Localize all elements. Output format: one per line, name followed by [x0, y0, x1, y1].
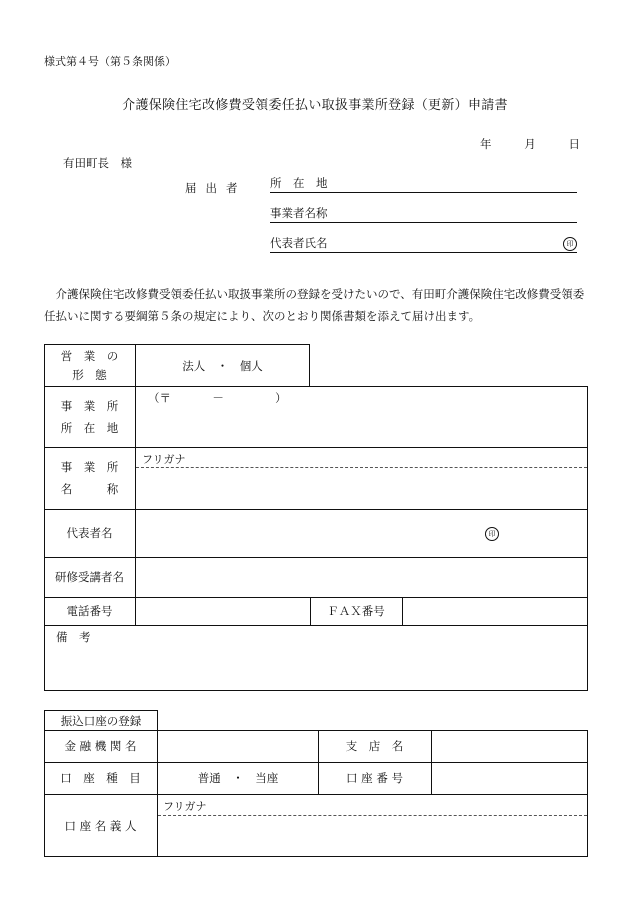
fax-input[interactable]	[403, 598, 587, 624]
representative-label: 代表者名	[66, 526, 113, 540]
addressee: 有田町長 様	[63, 156, 132, 170]
applicant-address-label: 所 在 地	[270, 176, 328, 190]
office-address-input[interactable]	[136, 405, 587, 446]
phone-input[interactable]	[136, 598, 309, 624]
applicant-representative-label: 代表者氏名	[270, 236, 328, 250]
seal-icon: 印	[485, 527, 499, 541]
applicant-address-field[interactable]	[270, 176, 577, 193]
trainee-input[interactable]	[136, 558, 587, 596]
account-type-options[interactable]: 普通 ・ 当座	[197, 771, 279, 785]
account-number-input[interactable]	[432, 763, 587, 793]
business-type-options[interactable]: 法人 ・ 個人	[182, 358, 263, 373]
applicant-representative-field[interactable]	[270, 236, 577, 253]
branch-name-input[interactable]	[432, 731, 587, 761]
account-holder-label: 口 座 名 義 人	[64, 818, 137, 833]
date-year: 年	[480, 137, 492, 151]
form-number: 様式第４号（第５条関係）	[44, 55, 176, 68]
account-number-label: 口 座 番 号	[346, 771, 403, 785]
postal-code-field[interactable]	[148, 390, 287, 406]
trainee-label: 研修受講者名	[55, 570, 124, 584]
office-address-label: 事 業 所 所 在 地	[60, 398, 119, 435]
remarks-input[interactable]	[45, 645, 587, 690]
page-title: 介護保険住宅改修費受領委任払い取扱事業所登録（更新）申請書	[122, 98, 508, 113]
applicant-business-name-label: 事業者名称	[270, 206, 328, 220]
postal-suffix: ）	[275, 391, 287, 405]
bank-name-input[interactable]	[158, 731, 317, 761]
fax-label: ＦＡＸ番号	[327, 604, 385, 618]
date-month: 月	[524, 137, 536, 151]
divider	[44, 625, 588, 626]
bank-name-label: 金 融 機 関 名	[64, 739, 137, 753]
account-holder-furigana-label: フリガナ	[163, 800, 207, 813]
remarks-label: 備 考	[56, 630, 91, 644]
phone-label: 電話番号	[66, 604, 113, 618]
applicant-business-name-field[interactable]	[270, 206, 577, 223]
business-type-label: 営 業 の 形 態	[60, 348, 119, 382]
seal-icon: 印	[563, 237, 577, 251]
postal-dash: －	[212, 391, 224, 405]
account-type-label: 口 座 種 目	[60, 771, 141, 785]
office-name-furigana-label: フリガナ	[142, 453, 186, 466]
postal-prefix: （〒	[148, 391, 171, 405]
application-statement: 介護保険住宅改修費受領委任払い取扱事業所の登録を受けたいので、有田町介護保険住宅改修費受領委任払いに関する要綱第５条の規定により、次のとおり関係書類を添えて届け出ます。	[44, 287, 585, 323]
applicant-label: 届出者	[185, 181, 247, 195]
representative-input[interactable]	[136, 510, 587, 556]
office-name-input[interactable]	[136, 468, 587, 508]
date-day: 日	[568, 137, 580, 151]
date-line[interactable]	[480, 136, 580, 152]
branch-name-label: 支 店 名	[345, 739, 404, 753]
bank-section-header: 振込口座の登録	[60, 713, 142, 728]
office-name-label: 事 業 所 名 称	[60, 460, 119, 496]
account-holder-input[interactable]	[158, 816, 587, 856]
